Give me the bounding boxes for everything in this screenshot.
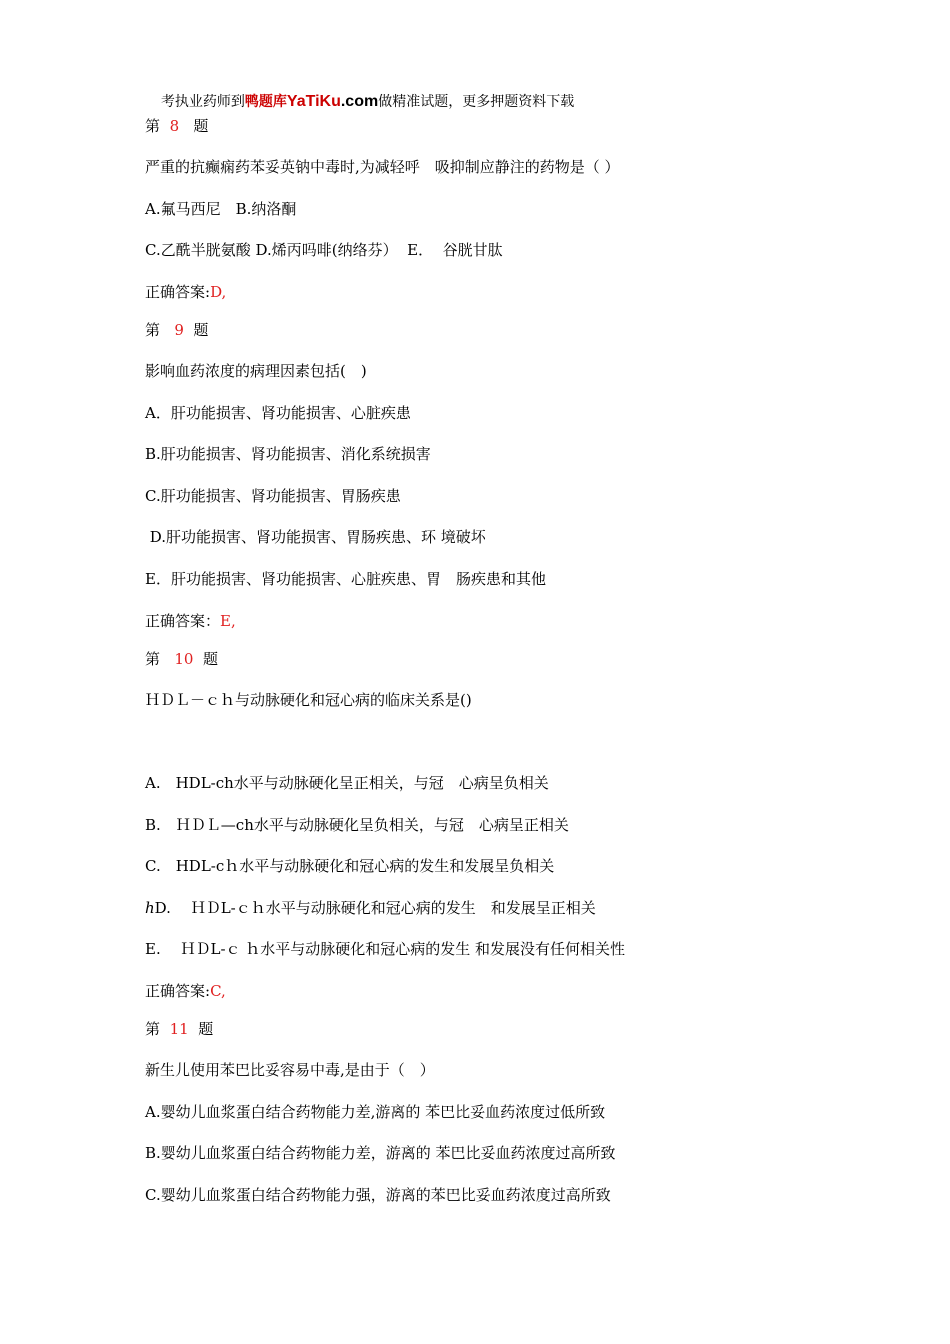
question-number: 10 xyxy=(174,650,194,668)
question-8-label: 第 8 题 xyxy=(145,117,209,135)
question-8-stem: 严重的抗癫痫药苯妥英钠中毒时,为减轻呼 吸抑制应静注的药物是（ ） xyxy=(145,158,620,176)
header-pre-text: 考执业药师到 xyxy=(160,94,245,110)
brand-domain[interactable]: .com xyxy=(340,93,379,110)
question-9-option-e: E．肝功能损害、肾功能损害、心脏疾患、胃 肠疾患和其他 xyxy=(145,570,546,588)
question-9-option-a: A．肝功能损害、肾功能损害、心脏疾患 xyxy=(145,404,411,422)
question-8-option-line: C.乙酰半胱氨酸 D.烯丙吗啡(纳络芬） E． 谷胱甘肽 xyxy=(145,241,503,259)
question-9-answer: 正确答案：E, xyxy=(145,612,236,630)
question-number: 8 xyxy=(169,117,180,135)
question-10-option-e: E. ＨＤL-ｃ ｈ水平与动脉硬化和冠心病的发生 和发展没有任何相关性 xyxy=(145,940,626,958)
question-9-option-d: D.肝功能损害、肾功能损害、胃肠疾患、环 境破坏 xyxy=(145,528,486,546)
answer-value: D, xyxy=(210,283,227,301)
header-post-text: 做精准试题，更多押题资料下载 xyxy=(378,94,575,110)
question-10-option-a: A. HDL-ch水平与动脉硬化呈正相关，与冠 心病呈负相关 xyxy=(145,774,549,792)
question-11-label: 第 11 题 xyxy=(145,1020,214,1038)
question-number: 9 xyxy=(174,321,184,339)
question-10-stem: ＨＤＬ－ｃｈ与动脉硬化和冠心病的临床关系是() xyxy=(145,691,472,709)
question-9-label: 第 9 题 xyxy=(145,321,209,339)
question-10-label: 第 10 题 xyxy=(145,650,218,668)
question-10-answer: 正确答案:C, xyxy=(145,982,226,1000)
site-header xyxy=(152,72,574,112)
answer-value: E, xyxy=(220,612,236,630)
brand-name-en[interactable]: YaTiKu xyxy=(286,93,341,110)
question-9-stem: 影响血药浓度的病理因素包括( ) xyxy=(145,362,367,380)
question-10-option-c: C. HDL-cｈ水平与动脉硬化和冠心病的发生和发展呈负相关 xyxy=(145,857,555,875)
question-number: 11 xyxy=(169,1020,189,1038)
answer-value: C, xyxy=(210,982,226,1000)
question-9-option-b: B.肝功能损害、肾功能损害、消化系统损害 xyxy=(145,445,431,463)
question-11-stem: 新生儿使用苯巴比妥容易中毒,是由于（ ） xyxy=(145,1061,435,1079)
question-8-option-line: A.氟马西尼 B.纳洛酮 xyxy=(145,200,297,218)
question-10-option-b: B. ＨＤＬ—ch水平与动脉硬化呈负相关，与冠 心病呈正相关 xyxy=(145,816,569,834)
question-11-option-b: B.婴幼儿血浆蛋白结合药物能力差，游离的 苯巴比妥血药浓度过高所致 xyxy=(145,1144,616,1162)
question-11-option-c: C.婴幼儿血浆蛋白结合药物能力强，游离的苯巴比妥血药浓度过高所致 xyxy=(145,1186,611,1204)
question-9-option-c: C.肝功能损害、肾功能损害、胃肠疾患 xyxy=(145,487,401,505)
question-8-answer: 正确答案:D, xyxy=(145,283,227,301)
question-11-option-a: A.婴幼儿血浆蛋白结合药物能力差,游离的 苯巴比妥血药浓度过低所致 xyxy=(145,1103,606,1121)
question-10-option-d: ℎD. ＨＤL-ｃｈ水平与动脉硬化和冠心病的发生 和发展呈正相关 xyxy=(145,899,596,917)
brand-name-cn[interactable]: 鸭题库 xyxy=(244,94,287,110)
